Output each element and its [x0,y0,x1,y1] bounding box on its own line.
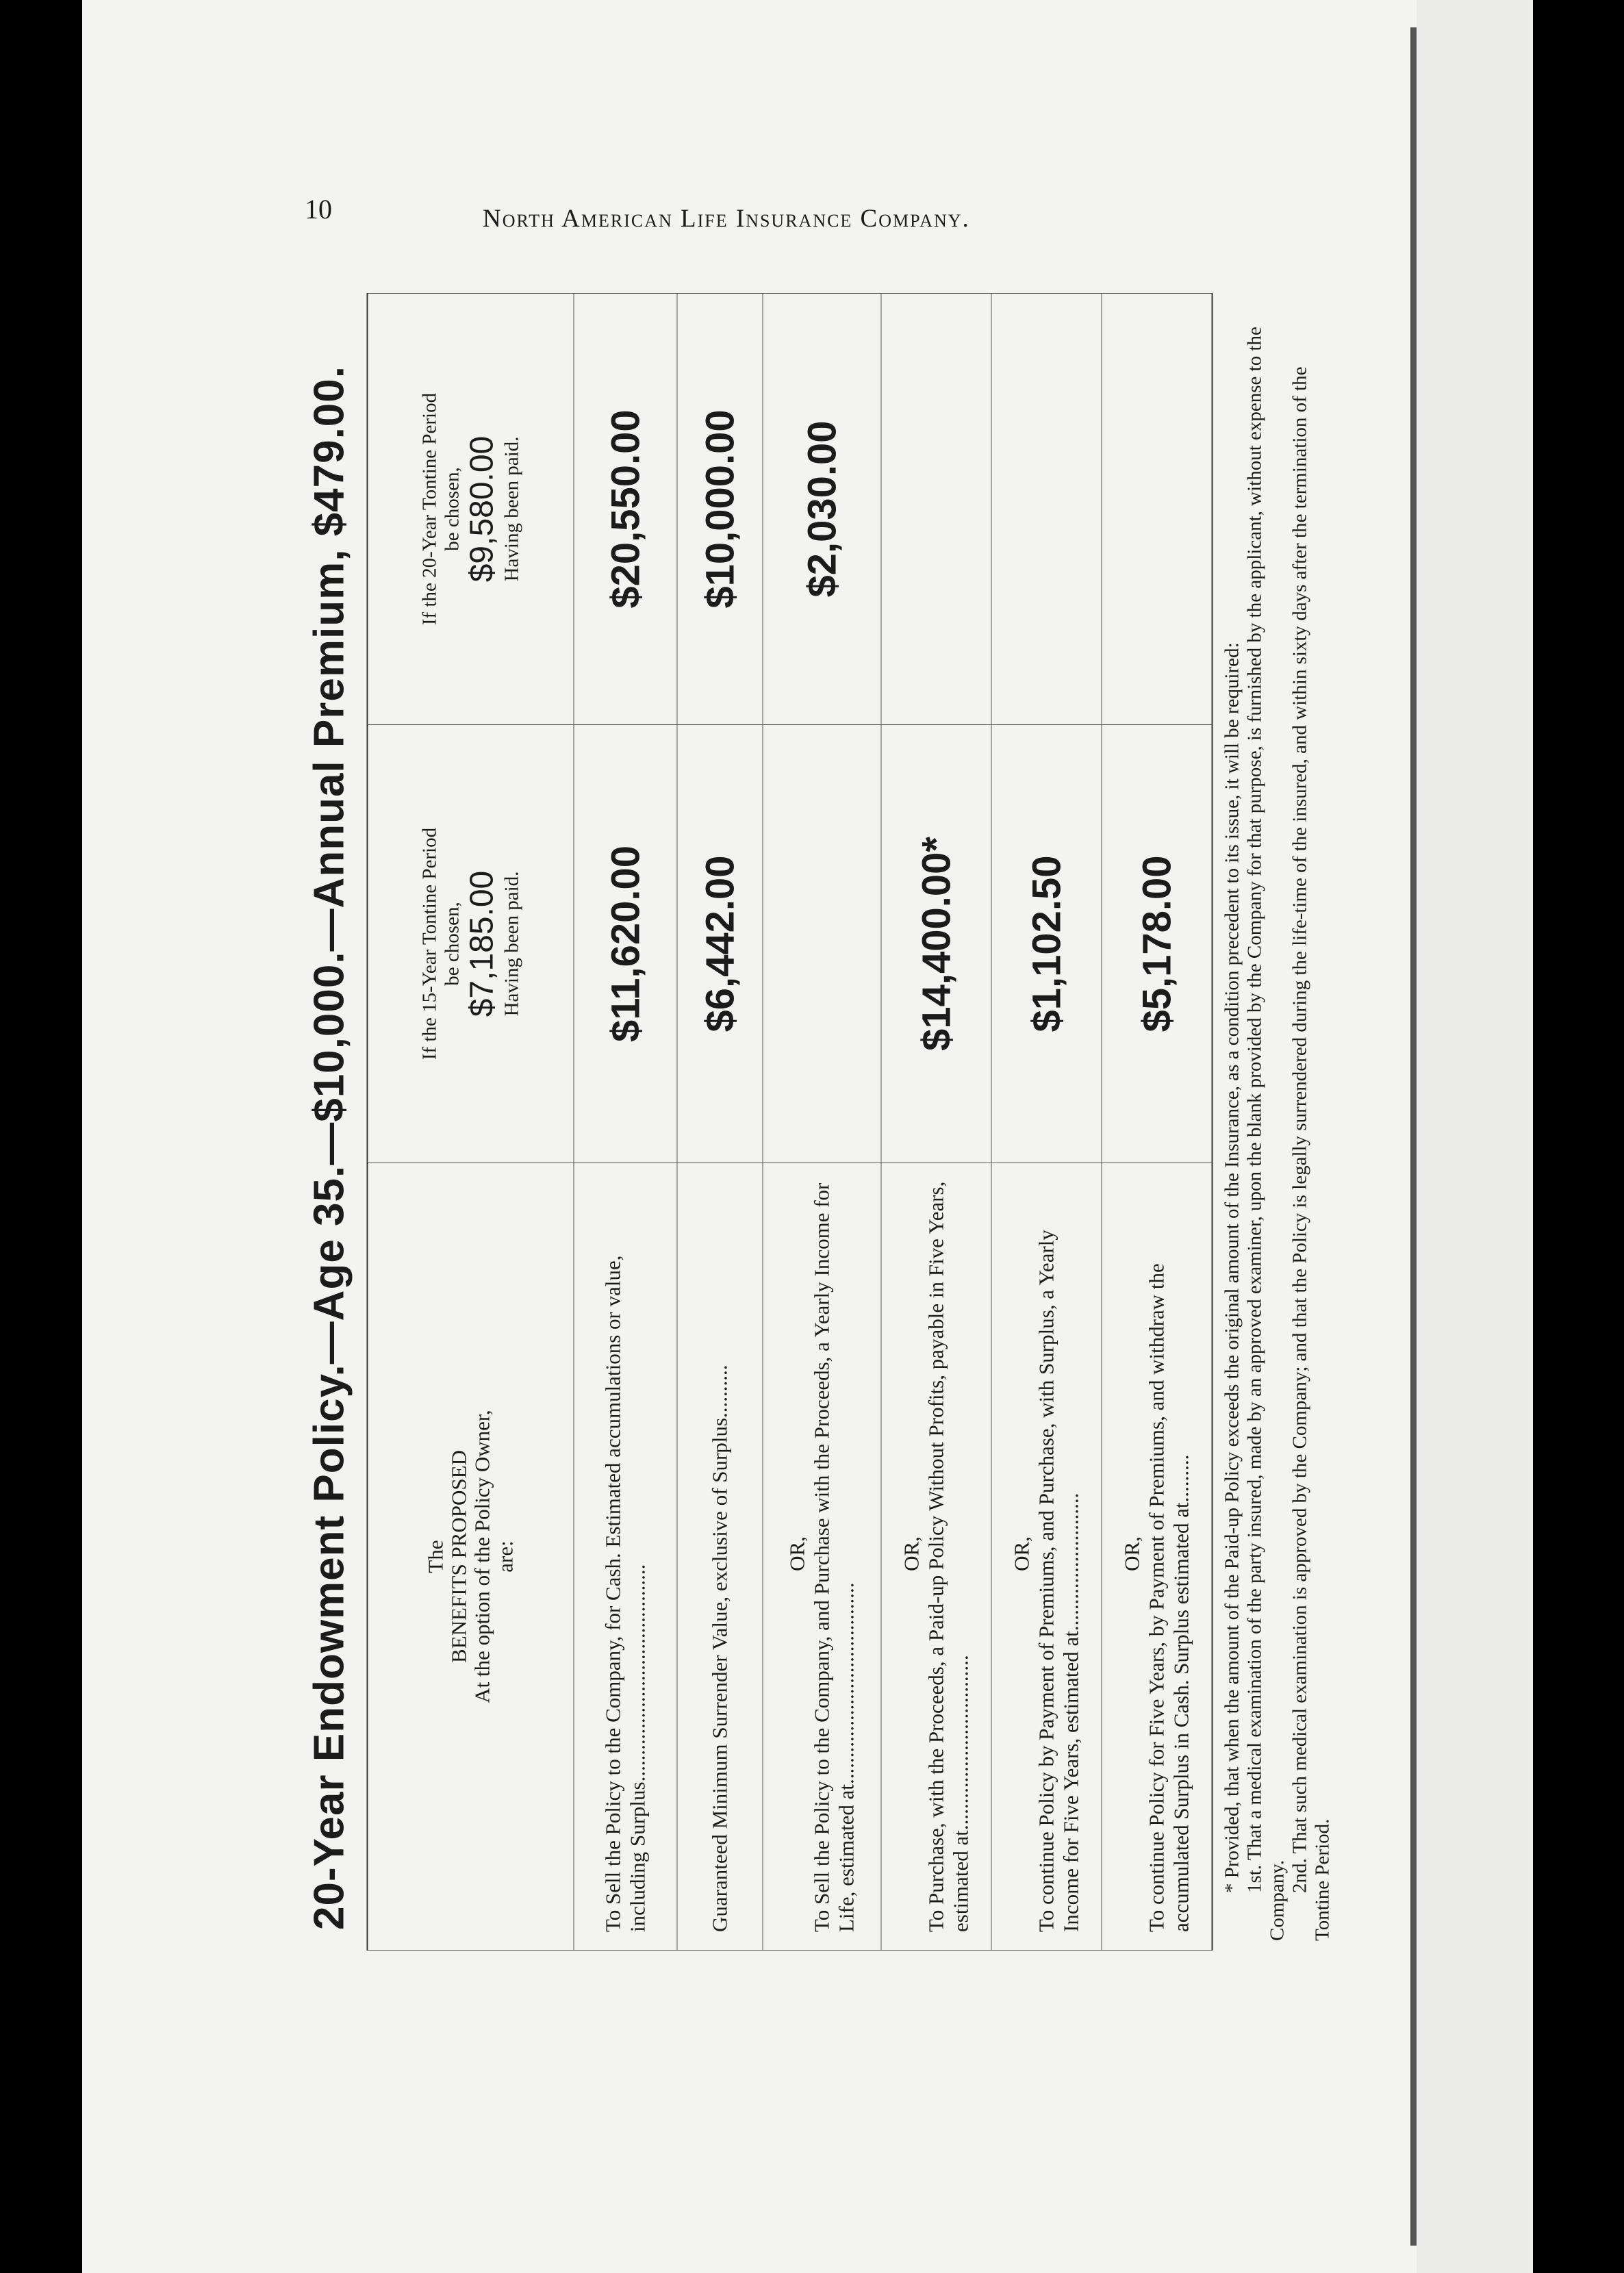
row-value-20: $10,000.00 [677,294,763,725]
running-head: North American Life Insurance Company. [483,205,970,233]
benefits-header-line: At the option of the Policy Owner, [470,1410,494,1703]
row-value-20: $2,030.00 [763,294,881,725]
row-description: To Purchase, with the Proceeds, a Paid-up Policy Without Profits, payable in Five Years, estimated at................................. [924,1181,973,1932]
benefits-header-line: are: [493,1540,518,1573]
or-label: OR, [1119,1536,1144,1571]
row-value-15: $14,400.00* [881,725,991,1163]
footnote-para: * Provided, that when the amount of the Paid-up Policy exceeds the original amount of the Insurance, as a condition precedent to its issue, it will be required: [1221,642,1243,1893]
row-value-20: $20,550.00 [574,294,677,725]
benefits-table [367,293,1213,1951]
benefits-header [368,1163,574,1951]
row-description: To continue Policy for Five Years, by Payment of Premiums, and withdraw the accumulated Surplus in Cash. Surplus estimated at......... [1144,1263,1193,1932]
col15-line2: be chosen, [441,902,463,986]
row-description: Guaranteed Minimum Surrender Value, exclusive of Surplus.......... [677,1163,763,1951]
col20-line3: Having been paid. [500,436,522,582]
col15-line3: Having been paid. [500,871,522,1017]
row-description: To Sell the Policy to the Company, and Purchase with the Proceeds, a Yearly Income for Life, estimated at...................................... [809,1182,859,1932]
benefits-header-line: BENEFITS PROPOSED [446,1450,471,1663]
table-header-row [368,294,574,1951]
col20-amount: $9,580.00 [464,435,500,583]
table-row [881,294,991,1951]
row-description-cell [1102,1163,1213,1951]
col-header-20-year [368,294,574,725]
footnote [1213,294,1334,1951]
col20-line1: If the 20-Year Tontine Period [418,392,440,626]
row-value-15: $6,442.00 [677,725,763,1163]
table-row [763,294,881,1951]
row-value-20 [1102,294,1213,725]
table-row [677,294,763,1951]
table-title: 20-Year Endowment Policy.—Age 35.—$10,000.—Annual Premium, $479.00. [305,366,353,1930]
table-row [574,294,677,1951]
row-description-cell [881,1163,991,1951]
col20-line2: be chosen, [441,467,463,551]
col-header-15-year [368,725,574,1163]
row-value-15 [763,725,881,1163]
or-label: OR, [785,1536,809,1571]
row-value-15: $11,620.00 [574,725,677,1163]
row-description-cell [991,1163,1102,1951]
page-number: 10 [305,194,332,225]
footnote-para: 1st. That a medical examination of the party insured, made by an approved examiner, upon the blank provided by the Company for that purpose, is furnished by the applicant, without expense to the Company. [1243,327,1289,1941]
row-value-15: $5,178.00 [1102,725,1213,1163]
table-row [991,294,1102,1951]
col15-amount: $7,185.00 [464,870,500,1017]
row-value-15: $1,102.50 [991,725,1102,1163]
or-label: OR, [899,1536,924,1571]
row-value-20 [881,294,991,725]
row-description-cell [763,1163,881,1951]
benefits-header-line: The [423,1540,448,1573]
row-value-20 [991,294,1102,725]
table-row [1102,294,1213,1951]
footnote-para: 2nd. That such medical examination is approved by the Company; and that the Policy is legally surrendered during the life-time of the insured, and within sixty days after the termination of the Tontine Period. [1289,366,1334,1941]
row-description: To continue Policy by Payment of Premiums, and Purchase, with Surplus, a Yearly Income for Five Years, estimated at.......................... [1034,1230,1083,1932]
or-label: OR, [1009,1536,1034,1571]
binding-gutter [1410,27,1417,2246]
col15-line1: If the 15-Year Tontine Period [418,827,440,1061]
row-description: To Sell the Policy to the Company, for Cash. Estimated accumulations or value, including Surplus......................................... [574,1163,677,1951]
facing-page-edge [1417,0,1533,2273]
rotated-table-block [293,294,1337,1951]
